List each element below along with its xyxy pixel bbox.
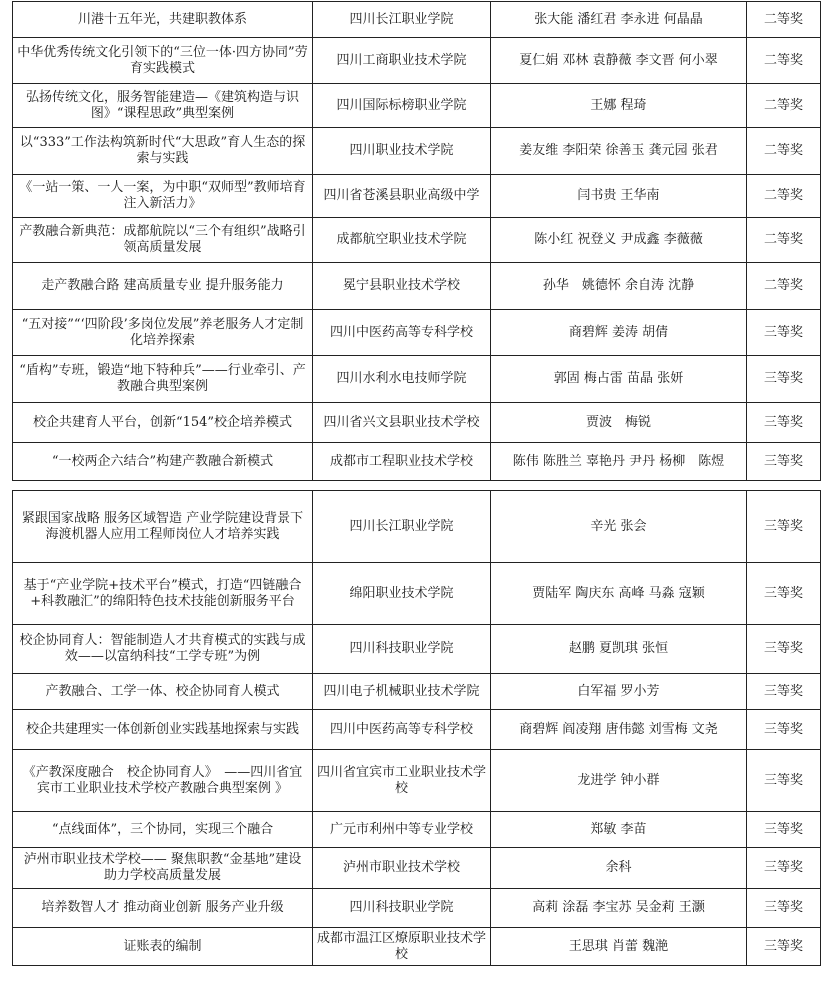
table-row (13, 491, 821, 563)
school-name: 四川科技职业学院 (313, 889, 491, 928)
table-row (13, 356, 821, 403)
award-level: 三等奖 (747, 750, 821, 812)
project-title: 产教融合新典范：成都航院以“三个有组织”战略引领高质量发展 (13, 218, 313, 263)
award-level: 二等奖 (747, 218, 821, 263)
project-title: “五对接”“‘四阶段’多岗位发展”养老服务人才定制化培养探索 (13, 310, 313, 356)
authors: 商碧辉 姜涛 胡倩 (491, 310, 747, 356)
school-name: 四川长江职业学院 (313, 2, 491, 38)
award-level: 三等奖 (747, 491, 821, 563)
school-name: 四川科技职业学院 (313, 625, 491, 674)
award-level: 三等奖 (747, 928, 821, 966)
table-row (13, 928, 821, 966)
authors: 辛光 张会 (491, 491, 747, 563)
school-name: 四川工商职业技术学院 (313, 38, 491, 84)
project-title: 《一站一策、一人一案，为中职“双师型”教师培育注入新活力》 (13, 175, 313, 218)
project-title: 产教融合、工学一体、校企协同育人模式 (13, 674, 313, 710)
project-title: 川港十五年光，共建职教体系 (13, 2, 313, 38)
award-level: 三等奖 (747, 443, 821, 481)
school-name: 四川省苍溪县职业高级中学 (313, 175, 491, 218)
authors: 王思琪 肖蕾 魏滟 (491, 928, 747, 966)
school-name: 四川水利水电技师学院 (313, 356, 491, 403)
table-row (13, 710, 821, 750)
school-name: 四川电子机械职业技术学院 (313, 674, 491, 710)
authors: 贾波 梅锐 (491, 403, 747, 443)
table-row (13, 84, 821, 128)
table-row (13, 403, 821, 443)
authors: 夏仁娟 邓林 袁静薇 李文晋 何小翠 (491, 38, 747, 84)
table-row (13, 263, 821, 310)
award-level: 三等奖 (747, 812, 821, 848)
award-level: 三等奖 (747, 710, 821, 750)
school-name: 四川中医药高等专科学校 (313, 310, 491, 356)
table-row (13, 128, 821, 175)
award-level: 三等奖 (747, 563, 821, 625)
project-title: 《产教深度融合 校企协同育人》 ——四川省宜宾市工业职业技术学校产教融合典型案例 》 (13, 750, 313, 812)
project-title: 弘扬传统文化，服务智能建造—《建筑构造与识图》“课程思政”典型案例 (13, 84, 313, 128)
school-name: 四川中医药高等专科学校 (313, 710, 491, 750)
school-name: 绵阳职业技术学院 (313, 563, 491, 625)
authors: 贾陆军 陶庆东 高峰 马淼 寇颖 (491, 563, 747, 625)
project-title: 中华优秀传统文化引领下的“三位一体·四方协同”劳育实践模式 (13, 38, 313, 84)
table-row (13, 443, 821, 481)
project-title: 紧跟国家战略 服务区域智造 产业学院建设背景下海渡机器人应用工程师岗位人才培养实践 (13, 491, 313, 563)
table-row (13, 38, 821, 84)
authors: 孙华 姚德怀 余自涛 沈静 (491, 263, 747, 310)
table-row (13, 175, 821, 218)
project-title: 证账表的编制 (13, 928, 313, 966)
award-level: 三等奖 (747, 310, 821, 356)
project-title: 校企共建理实一体创新创业实践基地探索与实践 (13, 710, 313, 750)
authors: 高莉 涂磊 李宝苏 吴金莉 王灏 (491, 889, 747, 928)
award-level: 三等奖 (747, 848, 821, 889)
award-level: 三等奖 (747, 674, 821, 710)
project-title: 以“333”工作法构筑新时代“大思政”育人生态的探索与实践 (13, 128, 313, 175)
authors: 赵鹏 夏凯琪 张恒 (491, 625, 747, 674)
school-name: 四川省宜宾市工业职业技术学校 (313, 750, 491, 812)
award-level: 三等奖 (747, 625, 821, 674)
table-row (13, 218, 821, 263)
table-row (13, 750, 821, 812)
authors: 郑敏 李苗 (491, 812, 747, 848)
authors: 闫书贵 王华南 (491, 175, 747, 218)
school-name: 广元市利州中等专业学校 (313, 812, 491, 848)
school-name: 四川省兴文县职业技术学校 (313, 403, 491, 443)
award-level: 三等奖 (747, 889, 821, 928)
table-row (13, 563, 821, 625)
project-title: “一校两企六结合”构建产教融合新模式 (13, 443, 313, 481)
award-level: 二等奖 (747, 128, 821, 175)
table-row (13, 2, 821, 38)
award-level: 二等奖 (747, 38, 821, 84)
table-row (13, 310, 821, 356)
award-level: 三等奖 (747, 356, 821, 403)
award-level: 二等奖 (747, 263, 821, 310)
project-title: 基于“产业学院+技术平台”模式，打造“四链融合+科教融汇”的绵阳特色技术技能创新服务平台 (13, 563, 313, 625)
table-row (13, 889, 821, 928)
project-title: “点线面体”，三个协同，实现三个融合 (13, 812, 313, 848)
project-title: “盾构”专班，锻造“地下特种兵”——行业牵引、产教融合典型案例 (13, 356, 313, 403)
table-row (13, 848, 821, 889)
authors: 王娜 程琦 (491, 84, 747, 128)
table-row (13, 625, 821, 674)
authors: 商碧辉 阎凌翔 唐伟懿 刘雪梅 文尧 (491, 710, 747, 750)
authors: 陈小红 祝登义 尹成鑫 李薇薇 (491, 218, 747, 263)
authors: 郭固 梅占雷 苗晶 张妍 (491, 356, 747, 403)
project-title: 校企共建育人平台，创新“154”校企培养模式 (13, 403, 313, 443)
authors: 姜友维 李阳荣 徐善玉 龚元园 张君 (491, 128, 747, 175)
table-row (13, 674, 821, 710)
school-name: 成都市工程职业技术学校 (313, 443, 491, 481)
award-level: 二等奖 (747, 175, 821, 218)
award-table-2 (12, 490, 821, 966)
school-name: 泸州市职业技术学校 (313, 848, 491, 889)
award-level: 三等奖 (747, 403, 821, 443)
table-row (13, 812, 821, 848)
authors: 余科 (491, 848, 747, 889)
school-name: 成都市温江区燎原职业技术学校 (313, 928, 491, 966)
award-table-1 (12, 1, 821, 481)
project-title: 走产教融合路 建高质量专业 提升服务能力 (13, 263, 313, 310)
school-name: 冕宁县职业技术学校 (313, 263, 491, 310)
school-name: 四川国际标榜职业学院 (313, 84, 491, 128)
project-title: 校企协同育人：智能制造人才共育模式的实践与成效——以富纳科技“工学专班”为例 (13, 625, 313, 674)
school-name: 四川长江职业学院 (313, 491, 491, 563)
award-level: 二等奖 (747, 2, 821, 38)
authors: 张大能 潘红君 李永进 何晶晶 (491, 2, 747, 38)
authors: 白军福 罗小芳 (491, 674, 747, 710)
project-title: 泸州市职业技术学校—— 聚焦职教“金基地”建设 助力学校高质量发展 (13, 848, 313, 889)
award-level: 二等奖 (747, 84, 821, 128)
school-name: 四川职业技术学院 (313, 128, 491, 175)
authors: 龙进学 钟小群 (491, 750, 747, 812)
school-name: 成都航空职业技术学院 (313, 218, 491, 263)
project-title: 培养数智人才 推动商业创新 服务产业升级 (13, 889, 313, 928)
authors: 陈伟 陈胜兰 辜艳丹 尹丹 杨柳 陈煜 (491, 443, 747, 481)
